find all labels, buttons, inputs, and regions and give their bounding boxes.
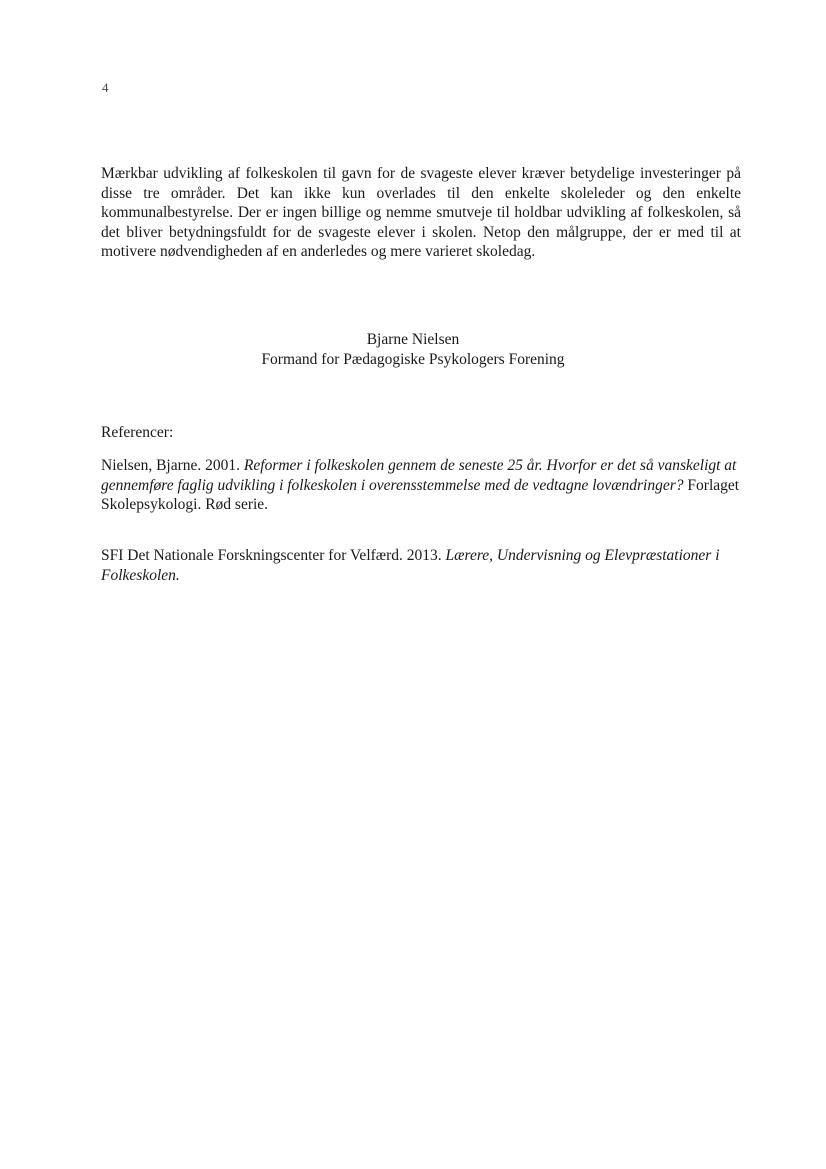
body-paragraph: Mærkbar udvikling af folkeskolen til gavn for de svageste elever kræver betydelige investeringer på disse tre områder. Det kan ikke kun overlades til den enkelte skoleleder og den enkelte kommunalbestyrelse. Der er ingen billige og nemme smutveje til holdbar udvikling af folkeskolen, så det bliver betydningsfuldt for de svageste elever i skolen. Netop den målgruppe, der er med til at motivere nødvendigheden af en anderledes og mere varieret skoledag. <box>101 165 741 261</box>
reference-entry <box>101 456 746 515</box>
signature-name: Bjarne Nielsen <box>366 331 460 348</box>
signature-block <box>0 330 826 369</box>
reference-title: Lærere, Undervisning og Elevpræstationer i Folkeskolen. <box>101 547 720 584</box>
reference-publisher: Forlaget Skolepsykologi. Rød serie. <box>101 476 740 514</box>
page-number: 4 <box>102 80 109 95</box>
signature-title: Formand for Pædagogiske Psykologers Forening <box>261 350 565 368</box>
references-heading: Referencer: <box>101 424 174 441</box>
reference-author-year: Nielsen, Bjarne. 2001. <box>101 457 244 474</box>
reference-title: Reformer i folkeskolen gennem de seneste 25 år. Hvorfor er det så vanskeligt at gennemføre faglig udvikling i folkeskolen i overensstemmelse med de vedtagne lovændringer? <box>101 457 737 494</box>
reference-entry <box>101 546 746 585</box>
reference-author-year: SFI Det Nationale Forskningscenter for Velfærd. 2013. <box>101 547 446 564</box>
